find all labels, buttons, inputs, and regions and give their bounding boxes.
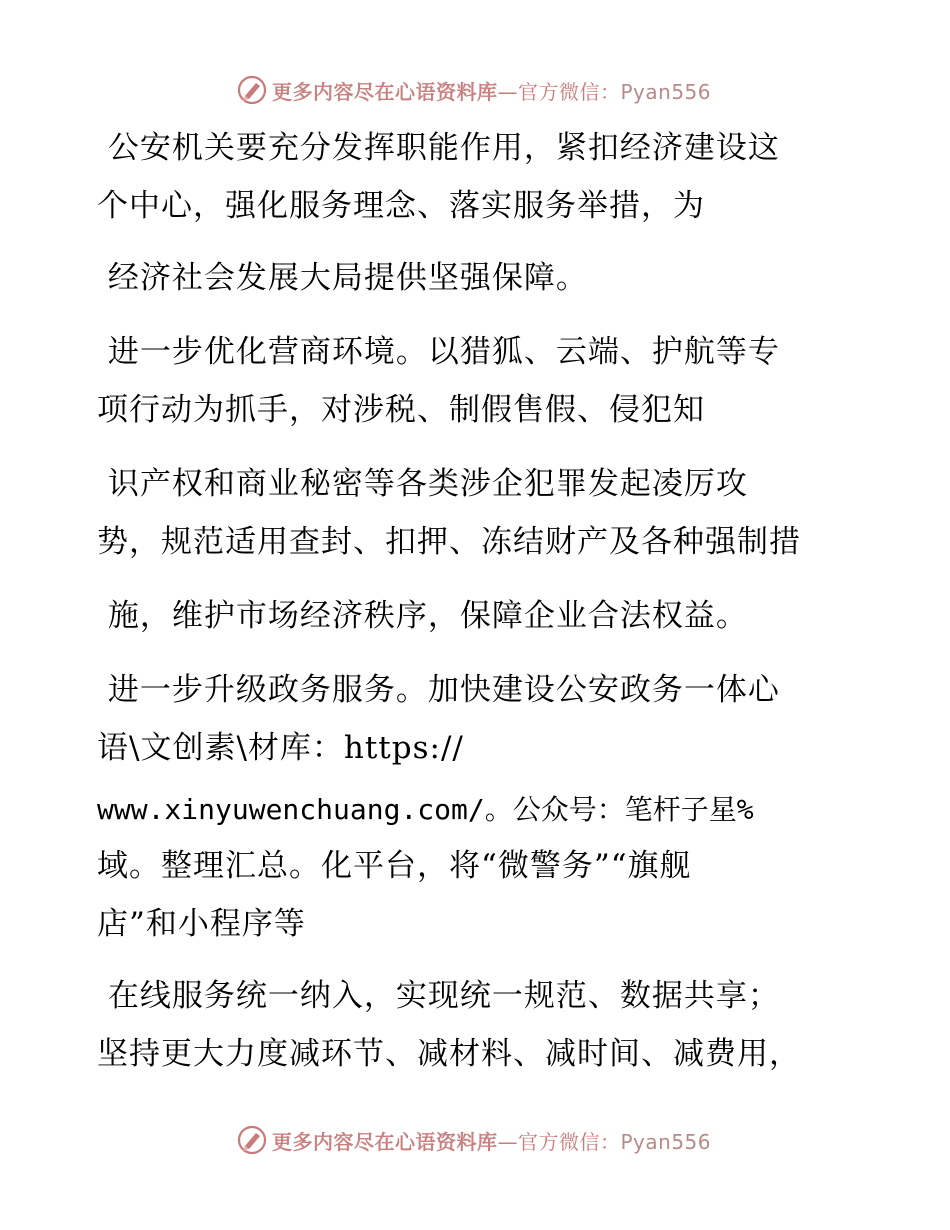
watermark-separator: — (497, 79, 518, 104)
watermark-wechat-id: Pyan556 (620, 79, 712, 104)
header-watermark (236, 72, 711, 108)
watermark-wechat-label: 官方微信： (518, 1129, 621, 1154)
text-line: 个中心，强化服务理念、落实服务举措，为 (97, 188, 705, 224)
pen-logo-icon (236, 74, 268, 106)
text-line: 施，维护市场经济秩序，保障企业合法权益。 (97, 598, 748, 634)
text-line: 店”和小程序等 (97, 906, 306, 942)
text-line: 进一步升级政务服务。加快建设公安政务一体心 (97, 672, 780, 708)
watermark-main: 更多内容尽在心语资料库 (272, 1129, 498, 1154)
watermark-wechat-label: 官方微信： (518, 79, 621, 104)
footer-watermark (236, 1122, 711, 1158)
text-line: 坚持更大力度减环节、减材料、减时间、减费用， (97, 1036, 801, 1072)
text-line: 语\文创素\材库：https:// (97, 730, 464, 766)
watermark-wechat-id: Pyan556 (620, 1129, 712, 1154)
text-line: 项行动为抓手，对涉税、制假售假、侵犯知 (97, 392, 705, 428)
text-line-url: www.xinyuwenchuang.com/。公众号：笔杆子星% (97, 793, 754, 826)
text-line: 进一步优化营商环境。以猎狐、云端、护航等专 (97, 334, 780, 370)
text-line: 域。整理汇总。化平台，将“微警务”“旗舰 (97, 848, 692, 884)
text-line: 识产权和商业秘密等各类涉企犯罪发起凌厉攻 (97, 466, 748, 502)
watermark-main: 更多内容尽在心语资料库 (272, 79, 498, 104)
watermark-separator: — (497, 1129, 518, 1154)
pen-logo-icon (236, 1124, 268, 1156)
text-line: 势，规范适用查封、扣押、冻结财产及各种强制措 (97, 524, 801, 560)
text-line: 经济社会发展大局提供坚强保障。 (97, 260, 588, 296)
text-line: 在线服务统一纳入，实现统一规范、数据共享； (97, 978, 780, 1014)
text-line: 公安机关要充分发挥职能作用，紧扣经济建设这 (97, 130, 780, 166)
